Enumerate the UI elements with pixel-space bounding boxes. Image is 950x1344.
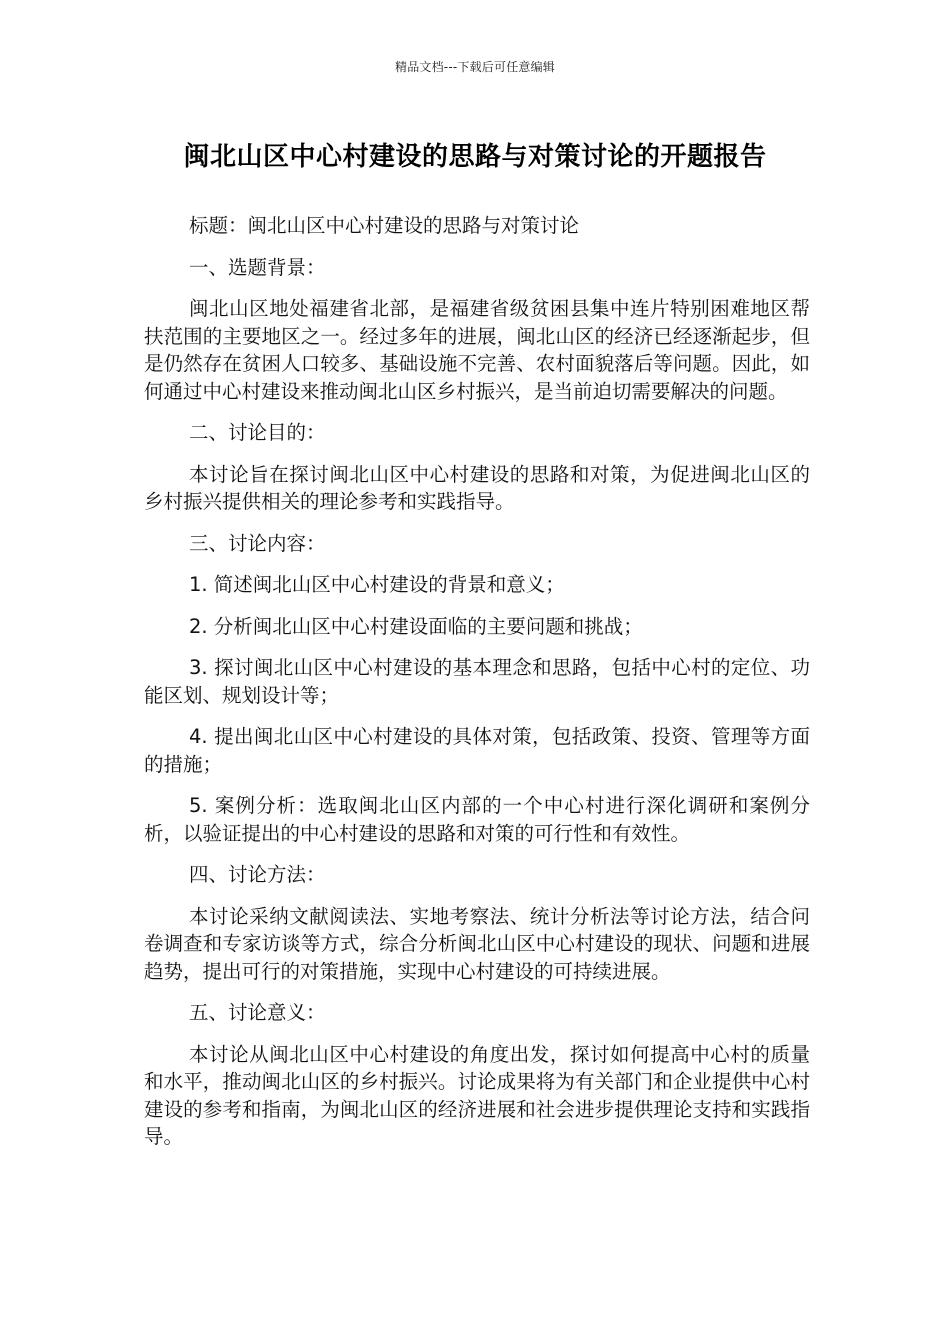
content-item-4: 4. 提出闽北山区中心村建设的具体对策，包括政策、投资、管理等方面的措施； xyxy=(144,725,810,776)
content-item-5: 5. 案例分析：选取闽北山区内部的一个中心村进行深化调研和案例分析，以验证提出的中心村建设的思路和对策的可行性和有效性。 xyxy=(144,794,810,845)
content-item-1: 1. 简述闽北山区中心村建设的背景和意义； xyxy=(189,573,565,596)
section-heading-method: 四、讨论方法： xyxy=(189,863,326,886)
section-heading-content: 三、讨论内容： xyxy=(189,531,326,555)
section-heading-background: 一、选题背景： xyxy=(189,255,326,279)
content-item-3: 3. 探讨闽北山区中心村建设的基本理念和思路，包括中心村的定位、功能区划、规划设计等； xyxy=(144,656,810,707)
section-text-background: 闽北山区地处福建省北部，是福建省级贫困县集中连片特别困难地区帮扶范围的主要地区之一。经过多年的进展，闽北山区的经济已经逐渐起步，但是仍然存在贫困人口较多、基础设施不完善、农村面貌落后等问题。因此，如何通过中心村建设来推动闽北山区乡村振兴，是当前迫切需要解决的问题。 xyxy=(144,297,810,403)
section-heading-significance: 五、讨论意义： xyxy=(189,1001,326,1024)
section-text-purpose: 本讨论旨在探讨闽北山区中心村建设的思路和对策，为促进闽北山区的乡村振兴提供相关的理论参考和实践指导。 xyxy=(144,462,810,513)
section-heading-purpose: 二、讨论目的： xyxy=(189,421,326,444)
content-item-2: 2. 分析闽北山区中心村建设面临的主要问题和挑战； xyxy=(189,614,643,638)
document-title: 闽北山区中心村建设的思路与对策讨论的开题报告 xyxy=(183,142,767,172)
section-text-significance: 本讨论从闽北山区中心村建设的角度出发，探讨如何提高中心村的质量和水平，推动闽北山区的乡村振兴。讨论成果将为有关部门和企业提供中心村建设的参考和指南，为闽北山区的经济进展和社会进步提供理论支持和实践指导。 xyxy=(144,1042,810,1148)
header-note: 精品文档---下载后可任意编辑 xyxy=(395,60,555,74)
section-text-method: 本讨论采纳文献阅读法、实地考察法、统计分析法等讨论方法，结合问卷调查和专家访谈等方式，综合分析闽北山区中心村建设的现状、问题和进展趋势，提出可行的对策措施，实现中心村建设的可持续进展。 xyxy=(144,904,810,983)
subject-line: 标题：闽北山区中心村建设的思路与对策讨论 xyxy=(189,214,580,237)
document-body xyxy=(144,212,810,1165)
